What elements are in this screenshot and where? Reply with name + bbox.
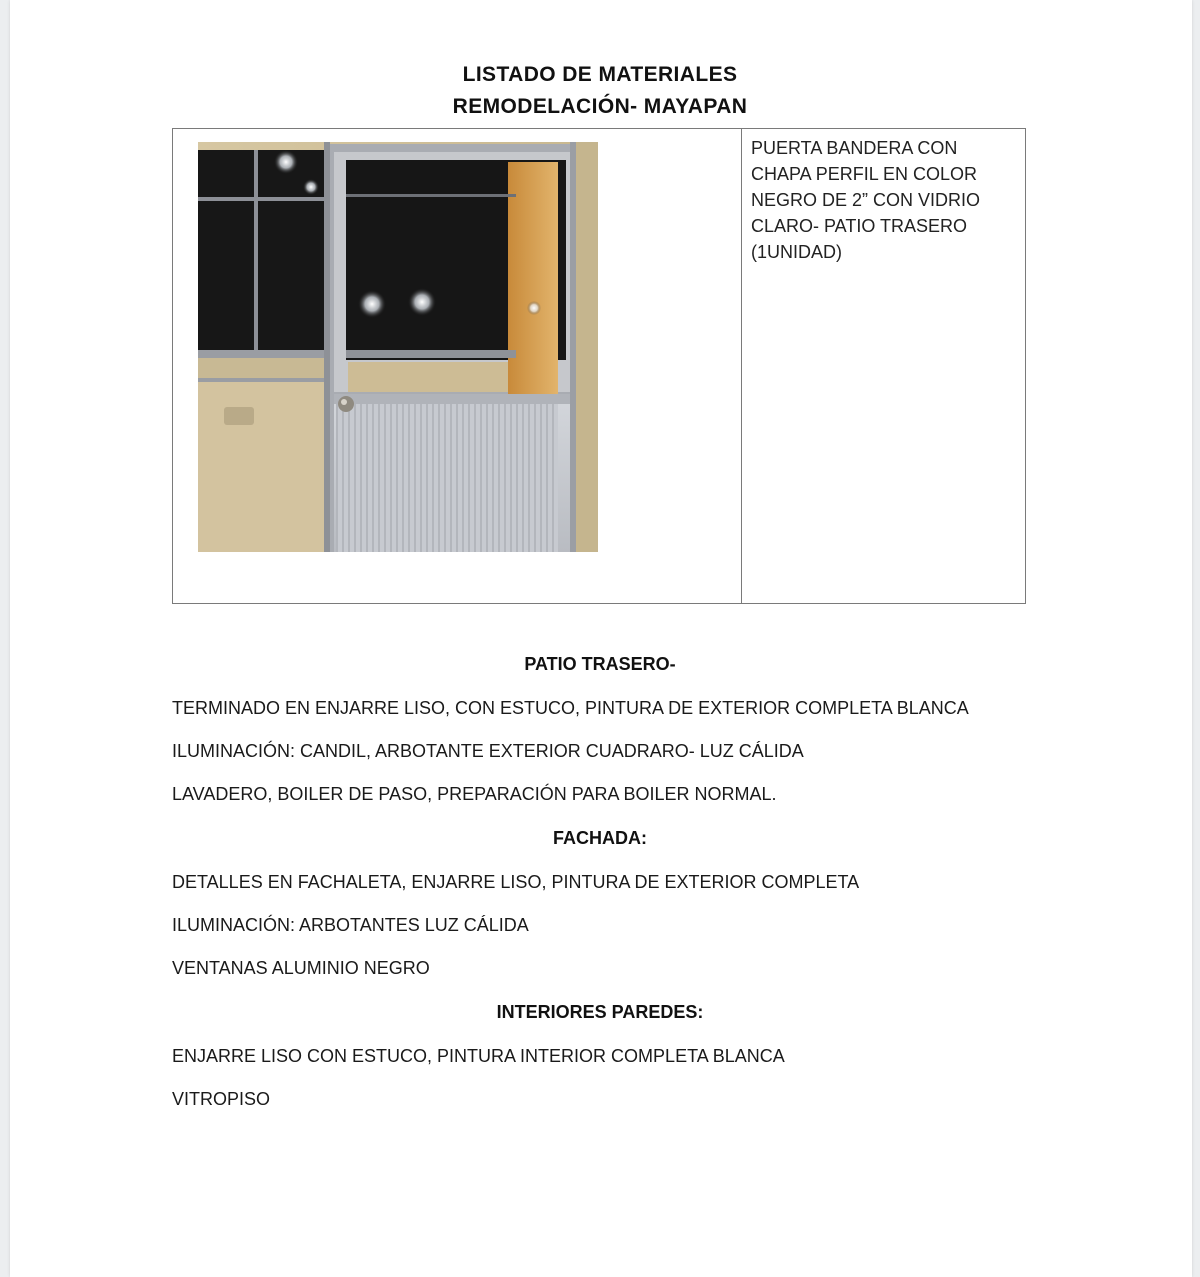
section-line: DETALLES EN FACHALETA, ENJARRE LISO, PINTURA DE EXTERIOR COMPLETA [172, 872, 860, 892]
section-heading-fachada: FACHADA: [553, 828, 647, 848]
table-cell-divider [741, 129, 742, 603]
document-subtitle: REMODELACIÓN- MAYAPAN [452, 95, 748, 118]
section-heading-interiores-paredes: INTERIORES PAREDES: [496, 1002, 704, 1022]
section-line: ENJARRE LISO CON ESTUCO, PINTURA INTERIOR COMPLETA BLANCA [172, 1046, 785, 1066]
door-photo [198, 142, 598, 552]
section-line: TERMINADO EN ENJARRE LISO, CON ESTUCO, PINTURA DE EXTERIOR COMPLETA BLANCA [172, 698, 969, 718]
materials-table [172, 128, 1026, 604]
item-description: PUERTA BANDERA CON CHAPA PERFIL EN COLOR NEGRO DE 2” CON VIDRIO CLARO- PATIO TRASERO (1UNIDAD) [751, 138, 981, 262]
document-title: LISTADO DE MATERIALES [462, 63, 738, 86]
section-line: VENTANAS ALUMINIO NEGRO [172, 958, 430, 978]
section-heading-patio-trasero: PATIO TRASERO- [524, 654, 676, 674]
section-line: ILUMINACIÓN: ARBOTANTES LUZ CÁLIDA [172, 915, 529, 935]
section-line: LAVADERO, BOILER DE PASO, PREPARACIÓN PARA BOILER NORMAL. [172, 784, 777, 804]
section-line: VITROPISO [172, 1089, 271, 1109]
section-line: ILUMINACIÓN: CANDIL, ARBOTANTE EXTERIOR CUADRARO- LUZ CÁLIDA [172, 741, 804, 761]
